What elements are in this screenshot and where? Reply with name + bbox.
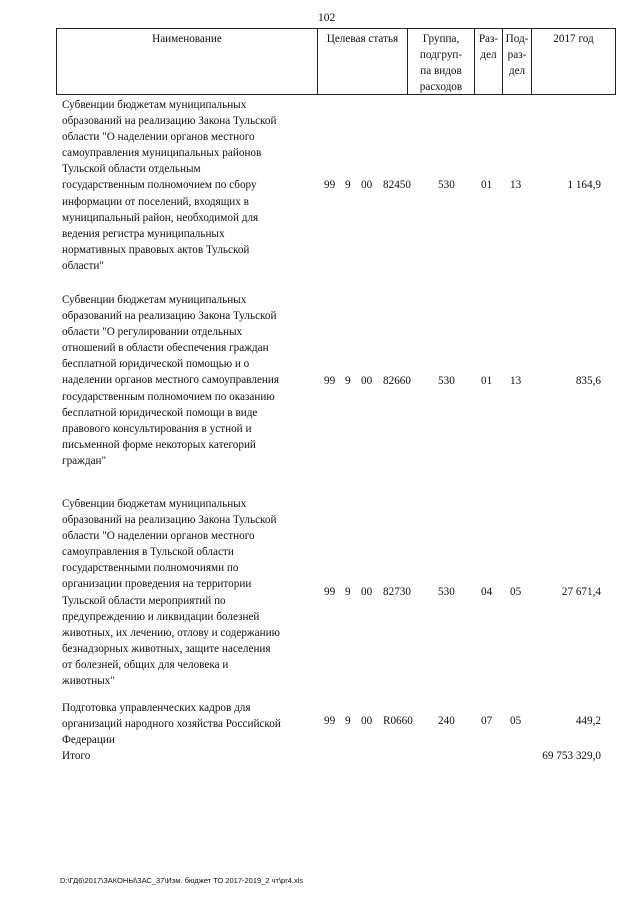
amount: 27 671,4 bbox=[561, 586, 601, 598]
code-direction: 82730 bbox=[383, 586, 411, 598]
row-name: Субвенции бюджетам муниципальных образований на реализацию Закона Тульской области "О регулировании отдельных отношений в области обеспечения граждан бесплатной юридической помощью и о наделении органов местного самоуправления государственным полномочием по оказанию бесплатной юридической помощи в виде правового консультирования в устной и письменной форме некоторых категорий граждан" bbox=[62, 294, 280, 467]
file-path-footer: D:\ГД6\2017\ЗАКОНЫ\ЗАС_37\Изм. бюджет ТО 2017-2019_2 чт\pr4.xls bbox=[60, 876, 304, 885]
expense-group: 530 bbox=[438, 586, 455, 598]
subsection: 05 bbox=[510, 586, 522, 598]
section: 01 bbox=[481, 179, 493, 191]
code-program: 99 bbox=[324, 586, 336, 598]
code-event: 00 bbox=[361, 715, 373, 727]
code-direction: R0660 bbox=[383, 715, 413, 727]
expense-group: 530 bbox=[438, 179, 455, 191]
code-direction: 82450 bbox=[383, 179, 411, 191]
code-event: 00 bbox=[361, 179, 373, 191]
code-program: 99 bbox=[324, 715, 336, 727]
total-amount: 69 753 329,0 bbox=[542, 750, 601, 762]
subsection: 13 bbox=[510, 375, 522, 387]
header-subsection: Под- раз- дел bbox=[503, 29, 532, 94]
subsection: 13 bbox=[510, 179, 522, 191]
subsection: 05 bbox=[510, 715, 522, 727]
code-subprogram: 9 bbox=[345, 715, 351, 727]
header-expense-group: Группа, подгруп- па видов расходов bbox=[408, 29, 475, 94]
row-name: Субвенции бюджетам муниципальных образований на реализацию Закона Тульской области "О наделении органов местного самоуправления муниципальных районов Тульской области отдельным государственным полномочием по сбору информации от поселений, входящих в муниципальный район, необходимой для ведения регистра муниципальных нормативных правовых актов Тульской области" bbox=[62, 99, 277, 272]
row-name: Субвенции бюджетам муниципальных образований на реализацию Закона Тульской области "О наделении органов местного самоуправления в Тульской области государственными полномочиями по организации проведения на территории Тульской области мероприятий по предупреждению и ликвидации болезней животных, их лечению, отлову и содержанию безнадзорных животных, защите населения от болезней, общих для человека и животных" bbox=[62, 498, 280, 688]
code-subprogram: 9 bbox=[345, 375, 351, 387]
table-header bbox=[56, 28, 616, 95]
header-section: Раз- дел bbox=[475, 29, 503, 94]
total-label: Итого bbox=[62, 750, 91, 762]
code-program: 99 bbox=[324, 179, 336, 191]
code-subprogram: 9 bbox=[345, 586, 351, 598]
code-program: 99 bbox=[324, 375, 336, 387]
row-name: Подготовка управленческих кадров для организаций народного хозяйства Российской Федерации bbox=[62, 702, 281, 747]
code-direction: 82660 bbox=[383, 375, 411, 387]
page-number: 102 bbox=[318, 12, 336, 24]
code-subprogram: 9 bbox=[345, 179, 351, 191]
amount: 449,2 bbox=[575, 715, 601, 727]
amount: 835,6 bbox=[575, 375, 601, 387]
section: 07 bbox=[481, 715, 493, 727]
header-name: Наименование bbox=[57, 29, 318, 94]
expense-group: 240 bbox=[438, 715, 455, 727]
code-event: 00 bbox=[361, 586, 373, 598]
expense-group: 530 bbox=[438, 375, 455, 387]
amount: 1 164,9 bbox=[567, 179, 601, 191]
section: 04 bbox=[481, 586, 493, 598]
header-year: 2017 год bbox=[553, 33, 594, 45]
header-target-article: Целевая статья bbox=[318, 29, 408, 94]
code-event: 00 bbox=[361, 375, 373, 387]
section: 01 bbox=[481, 375, 493, 387]
